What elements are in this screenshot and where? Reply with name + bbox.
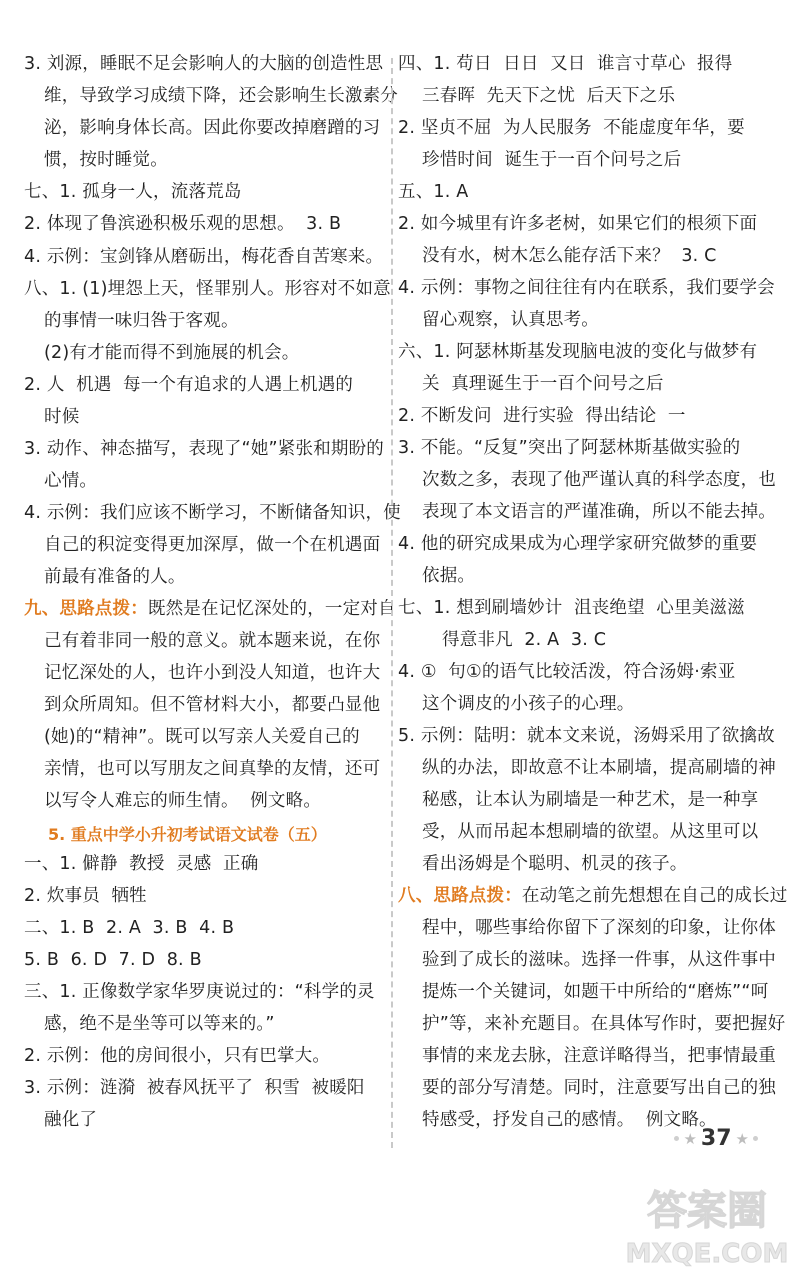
right-answer-line: 得意非凡 2. A 3. C	[442, 630, 607, 650]
left-answer-line: 九、思路点拨：既然是在记忆深处的，一定对自	[24, 599, 396, 619]
left-answer-line: 3. 刘源，睡眠不足会影响人的大脑的创造性思	[24, 54, 384, 74]
page-number-text: 37	[700, 1126, 732, 1151]
left-answer-line: 亲情，也可以写朋友之间真挚的友情，还可	[44, 759, 381, 779]
left-answer-line: 前最有准备的人。	[44, 567, 186, 587]
left-answer-line: (2)有才能而得不到施展的机会。	[44, 343, 300, 363]
right-answer-line: 验到了成长的滋味。选择一件事，从这件事中	[422, 950, 776, 970]
left-answer-line: 八、1. (1)埋怨上天，怪罪别人。形容对不如意	[24, 279, 391, 299]
left-answer-line: (她)的“精神”。既可以写亲人关爱自己的	[44, 727, 360, 747]
right-answer-line: 4. ① 句①的语气比较活泼，符合汤姆·索亚	[398, 662, 736, 682]
right-answer-line: 护”等，来补充题目。在具体写作时，要把握好	[422, 1014, 786, 1034]
right-answer-line: 依据。	[422, 566, 476, 586]
left-answer-line: 维，导致学习成绩下降，还会影响生长激素分	[44, 86, 398, 106]
right-answer-line: 2. 坚贞不屈 为人民服务 不能虚度年华，要	[398, 118, 745, 138]
right-answer-line: 三春晖 先天下之忧 后天下之乐	[422, 86, 676, 106]
right-answer-line: 2. 如今城里有许多老树，如果它们的根须下面	[398, 214, 758, 234]
section-title: 5. 重点中学小升初考试语文试卷（五）	[48, 825, 327, 844]
left-answer-line: 惯，按时睡觉。	[44, 150, 168, 170]
dot-icon	[674, 1136, 679, 1141]
right-answer-line: 关 真理诞生于一百个问号之后	[422, 374, 664, 394]
left-answer-line: 2. 人 机遇 每一个有追求的人遇上机遇的	[24, 375, 354, 395]
left-answer-line: 5. B 6. D 7. D 8. B	[24, 950, 202, 970]
page-number	[674, 1126, 758, 1151]
right-answer-line: 这个调皮的小孩子的心理。	[422, 694, 635, 714]
right-answer-line: 没有水，树木怎么能存活下来？ 3. C	[422, 246, 717, 266]
watermark-logo-icon	[622, 1172, 792, 1272]
left-answer-line: 感，绝不是坐等可以等来的。”	[44, 1014, 275, 1034]
svg-text:答案圈: 答案圈	[647, 1188, 767, 1234]
star-icon: ★	[735, 1129, 749, 1148]
svg-text:MXQE.COM: MXQE.COM	[625, 1239, 789, 1269]
left-answer-line: 到众所周知。但不管材料大小，都要凸显他	[44, 695, 381, 715]
right-answer-line: 4. 示例：事物之间往往有内在联系，我们要学会	[398, 278, 775, 298]
left-answer-line: 2. 示例：他的房间很小，只有巴掌大。	[24, 1046, 331, 1066]
right-answer-line: 受，从而吊起本想刷墙的欲望。从这里可以	[422, 822, 759, 842]
left-answer-line: 七、1. 孤身一人，流落荒岛	[24, 182, 242, 202]
left-answer-line: 3. 动作、神态描写，表现了“她”紧张和期盼的	[24, 439, 384, 459]
left-answer-line: 4. 示例：我们应该不断学习，不断储备知识，使	[24, 503, 401, 523]
right-answer-line: 留心观察，认真思考。	[422, 310, 599, 330]
right-answer-line: 要的部分写清楚。同时，注意要写出自己的独	[422, 1078, 776, 1098]
right-answer-line: 特感受，抒发自己的感情。 例文略。	[422, 1110, 717, 1130]
right-answer-line: 纵的办法，即故意不让本刷墙，提高刷墙的神	[422, 758, 776, 778]
left-answer-line: 自己的积淀变得更加深厚，做一个在机遇面	[44, 535, 381, 555]
left-answer-line: 心情。	[44, 471, 98, 491]
left-answer-line: 以写令人难忘的师生情。 例文略。	[44, 791, 322, 811]
right-answer-line: 六、1. 阿瑟林斯基发现脑电波的变化与做梦有	[398, 342, 758, 362]
star-icon: ★	[683, 1129, 697, 1148]
watermark	[622, 1172, 792, 1272]
right-answer-line: 七、1. 想到刷墙妙计 沮丧绝望 心里美滋滋	[398, 598, 745, 618]
left-answer-line: 记忆深处的人，也许小到没人知道，也许大	[44, 663, 381, 683]
left-answer-line: 时候	[44, 407, 80, 427]
left-answer-line: 三、1. 正像数学家华罗庚说过的：“科学的灵	[24, 982, 375, 1002]
left-answer-line: 2. 炊事员 牺牲	[24, 886, 147, 906]
left-answer-line: 4. 示例：宝剑锋从磨砺出，梅花香自苦寒来。	[24, 247, 384, 267]
right-answer-line: 珍惜时间 诞生于一百个问号之后	[422, 150, 682, 170]
right-answer-line: 2. 不断发问 进行实验 得出结论 一	[398, 406, 686, 426]
left-answer-line: 的事情一味归咎于客观。	[44, 311, 239, 331]
right-answer-line: 四、1. 苟日 日日 又日 谁言寸草心 报得	[398, 54, 733, 74]
left-answer-line: 3. 示例：涟漪 被春风抚平了 积雪 被暖阳	[24, 1078, 365, 1098]
column-divider	[391, 58, 393, 1148]
left-answer-line: 二、1. B 2. A 3. B 4. B	[24, 918, 235, 938]
right-answer-line: 五、1. A	[398, 182, 469, 202]
right-answer-line: 事情的来龙去脉，注意详略得当，把事情最重	[422, 1046, 776, 1066]
right-answer-line: 程中，哪些事给你留下了深刻的印象，让你体	[422, 918, 776, 938]
right-answer-line: 八、思路点拨：在动笔之前先想想在自己的成长过	[398, 886, 788, 906]
right-answer-line: 秘感，让本认为刷墙是一种艺术，是一种享	[422, 790, 759, 810]
left-answer-line: 2. 体现了鲁滨逊积极乐观的思想。 3. B	[24, 214, 342, 234]
right-answer-line: 3. 不能。“反复”突出了阿瑟林斯基做实验的	[398, 438, 741, 458]
right-answer-line: 提炼一个关键词，如题干中所给的“磨炼”“呵	[422, 982, 769, 1002]
right-answer-line: 5. 示例：陆明：就本文来说，汤姆采用了欲擒故	[398, 726, 775, 746]
right-answer-line: 看出汤姆是个聪明、机灵的孩子。	[422, 854, 688, 874]
right-answer-line: 4. 他的研究成果成为心理学家研究做梦的重要	[398, 534, 758, 554]
right-answer-line: 表现了本文语言的严谨准确，所以不能去掉。	[422, 502, 776, 522]
left-answer-line: 泌，影响身体长高。因此你要改掉磨蹭的习	[44, 118, 381, 138]
left-answer-line: 融化了	[44, 1110, 98, 1130]
left-answer-line: 一、1. 僻静 教授 灵感 正确	[24, 854, 259, 874]
right-answer-line: 次数之多，表现了他严谨认真的科学态度，也	[422, 470, 776, 490]
dot-icon	[753, 1136, 758, 1141]
left-answer-line: 己有着非同一般的意义。就本题来说，在你	[44, 631, 381, 651]
